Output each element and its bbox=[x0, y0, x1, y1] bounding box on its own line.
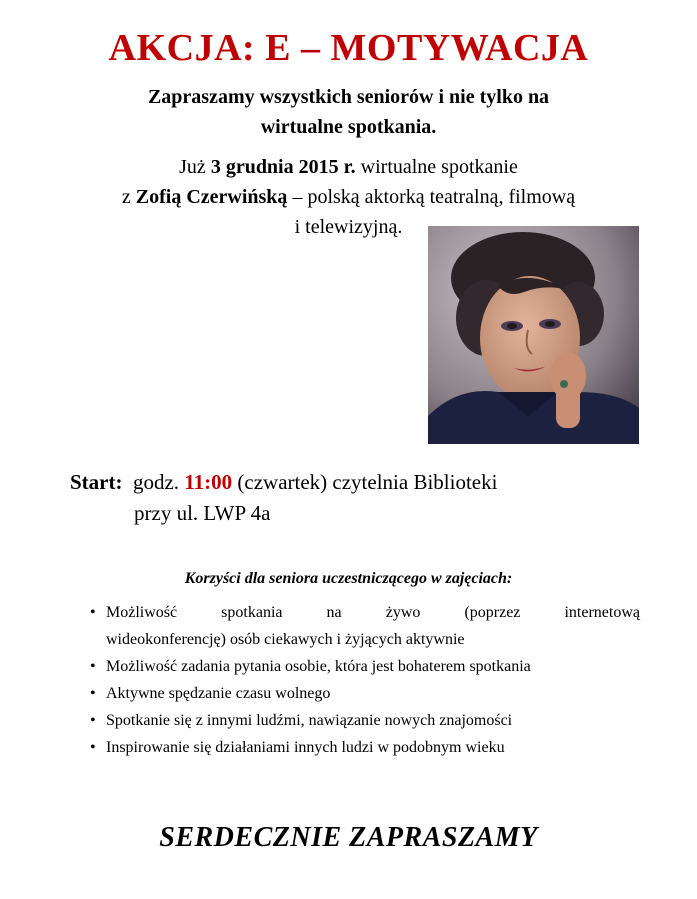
event-start-info bbox=[70, 467, 497, 529]
start-label: Start: bbox=[70, 470, 123, 494]
benefits-list bbox=[90, 599, 640, 761]
start-location: (czwartek) czytelnia Biblioteki bbox=[232, 470, 498, 494]
event-date-prefix: Już bbox=[179, 156, 211, 178]
benefit-item bbox=[90, 599, 640, 653]
start-address: przy ul. LWP 4a bbox=[134, 501, 271, 525]
start-time-row bbox=[70, 467, 497, 498]
invitation-line-1: Zapraszamy wszystkich seniorów i nie tylko na bbox=[147, 86, 550, 108]
benefit-item: • Spotkanie się z innymi ludźmi, nawiązanie nowych znajomości bbox=[90, 707, 640, 734]
invitation-line-2: wirtualne spotkania. bbox=[260, 116, 437, 138]
event-date-suffix: wirtualne spotkanie bbox=[355, 156, 518, 178]
start-time: 11:00 bbox=[184, 470, 233, 494]
event-line-2 bbox=[0, 182, 697, 212]
benefit-item: • Inspirowanie się działaniami innych ludzi w podobnym wieku bbox=[90, 734, 640, 761]
guest-prefix: z bbox=[121, 186, 136, 208]
poster-title: AKCJA: E – MOTYWACJA bbox=[108, 27, 589, 69]
event-line-1 bbox=[0, 152, 697, 182]
benefit-item-1-line-1: • Możliwość spotkania na żywo (poprzez internetową bbox=[106, 604, 640, 621]
event-date: 3 grudnia 2015 r. bbox=[210, 156, 356, 178]
benefit-item: • Możliwość zadania pytania osobie, która jest bohaterem spotkania bbox=[90, 653, 640, 680]
benefit-item-1-line-2: wideokonferencję) osób ciekawych i żyjących aktywnie bbox=[106, 631, 465, 648]
guest-portrait-photo bbox=[428, 226, 639, 444]
invitation-text bbox=[0, 82, 697, 142]
benefit-item: • Aktywne spędzanie czasu wolnego bbox=[90, 680, 640, 707]
benefits-heading: Korzyści dla seniora uczestniczącego w zajęciach: bbox=[184, 570, 513, 587]
closing-invitation: SERDECZNIE ZAPRASZAMY bbox=[159, 822, 538, 853]
event-line-3: i telewizyjną. bbox=[294, 216, 403, 238]
guest-name: Zofią Czerwińską bbox=[135, 186, 288, 208]
guest-description: – polską aktorką teatralną, filmową bbox=[287, 186, 576, 208]
start-time-prefix: godz. bbox=[132, 470, 185, 494]
